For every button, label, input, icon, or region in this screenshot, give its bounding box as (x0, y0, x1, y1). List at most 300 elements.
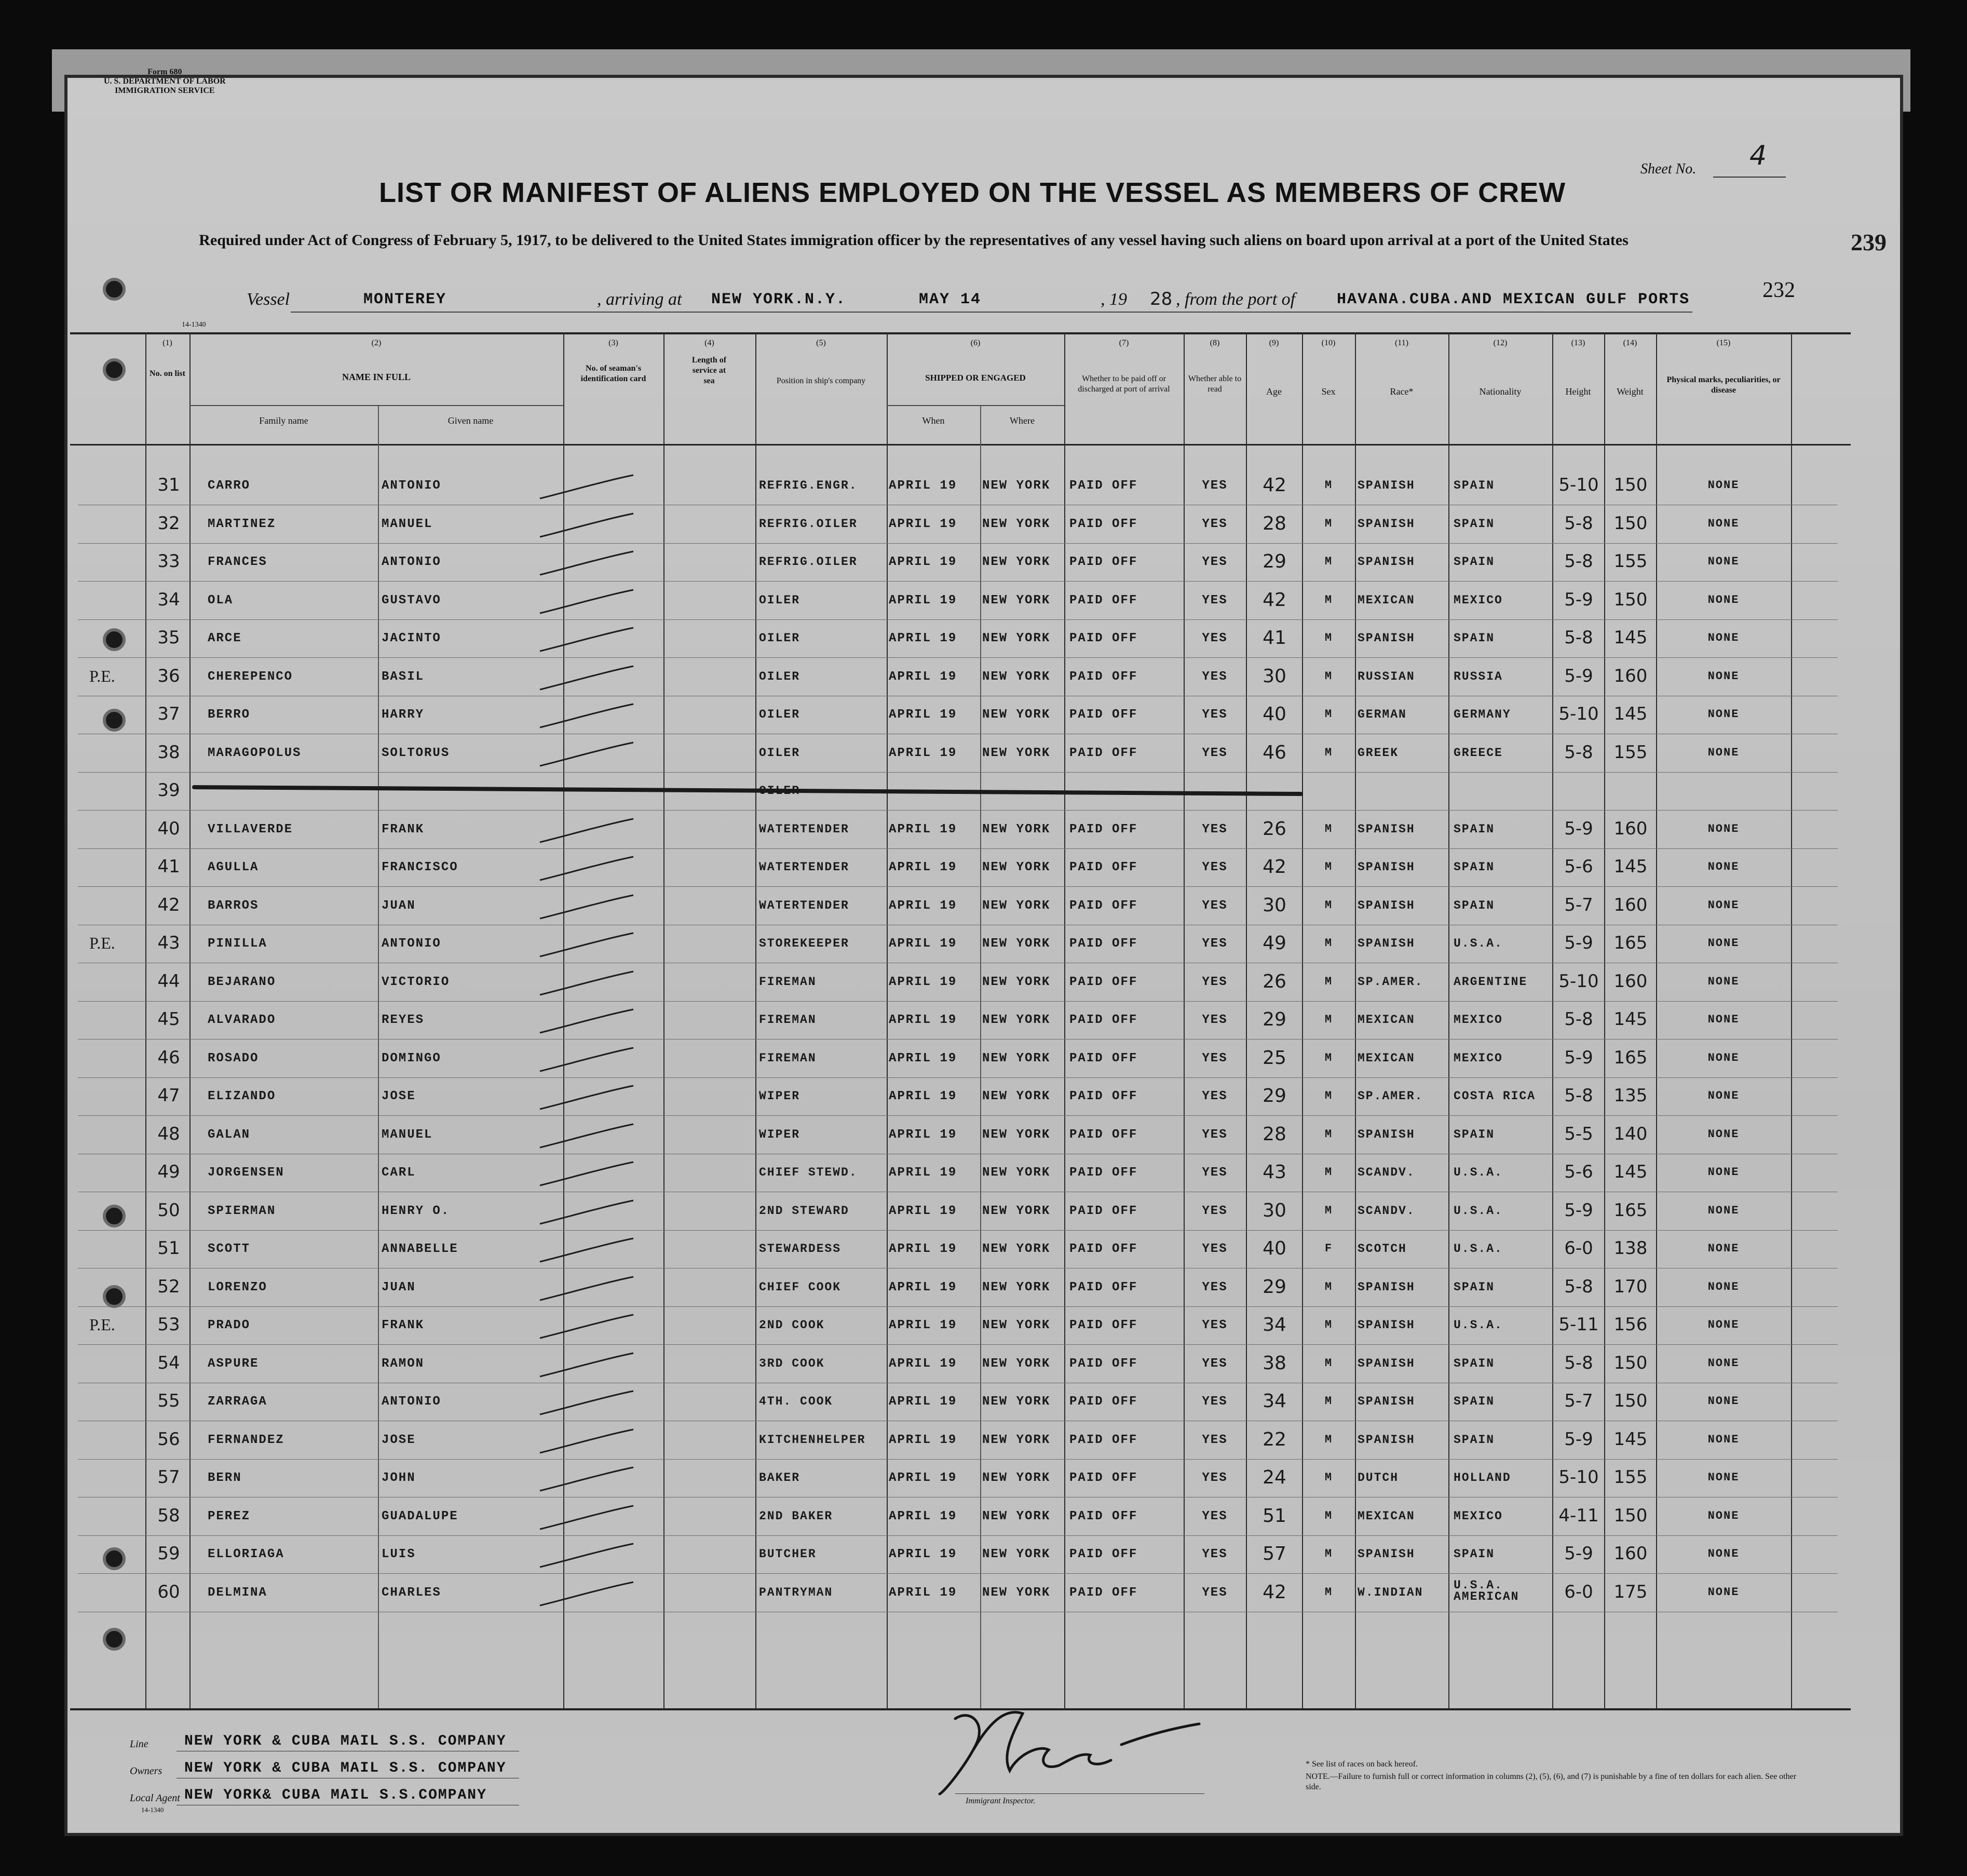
col-header-id-card: No. of seaman's identification card (580, 364, 646, 383)
race: SPANISH (1358, 555, 1415, 569)
sex: M (1324, 593, 1333, 606)
id-card-check-mark (535, 1159, 639, 1191)
sheet-no-value: 4 (1749, 140, 1767, 171)
row-number: 47 (157, 1085, 180, 1106)
age: 57 (1263, 1543, 1286, 1564)
age: 26 (1263, 818, 1286, 840)
form-id-line: IMMIGRATION SERVICE (115, 86, 215, 95)
race: SPANISH (1358, 1318, 1415, 1332)
given-name: DOMINGO (382, 1051, 441, 1065)
physical-marks: NONE (1707, 479, 1740, 492)
id-card-check-mark (535, 664, 639, 695)
age: 28 (1263, 1123, 1286, 1145)
family-name: DELMINA (208, 1585, 267, 1600)
row-number: 34 (157, 589, 180, 610)
shipped-where: NEW YORK (982, 1204, 1051, 1218)
sex: M (1324, 1585, 1333, 1599)
punch-hole (103, 1285, 126, 1308)
nationality: RUSSIA (1454, 669, 1503, 683)
able-to-read: YES (1202, 860, 1228, 874)
weight: 145 (1613, 704, 1648, 724)
age: 38 (1263, 1352, 1286, 1374)
height: 5-8 (1564, 512, 1593, 534)
pe-annotation: P.E. (89, 666, 115, 685)
col-divider (663, 332, 664, 1708)
row-number: 55 (157, 1391, 180, 1411)
id-card-check-mark (535, 473, 639, 504)
position: WATERTENDER (759, 822, 849, 836)
nationality: U.S.A. AMERICAN (1454, 1579, 1520, 1602)
weight: 155 (1613, 741, 1648, 763)
physical-marks: NONE (1707, 822, 1740, 835)
able-to-read: YES (1202, 1242, 1228, 1256)
age: 28 (1263, 512, 1286, 534)
punch-hole (103, 278, 126, 301)
position: CHIEF STEWD. (759, 1166, 858, 1179)
id-card-check-mark (535, 930, 639, 962)
paid-off: PAID OFF (1069, 746, 1138, 760)
row-number: 32 (157, 512, 180, 534)
height: 5-9 (1564, 1199, 1593, 1221)
row-rule (78, 1344, 1838, 1345)
nationality: MEXICO (1454, 593, 1503, 607)
family-name: SCOTT (208, 1242, 251, 1256)
row-rule (78, 848, 1838, 849)
arriving-label: , arriving at (597, 290, 682, 309)
sex: M (1324, 1471, 1333, 1484)
row-number: 59 (157, 1543, 180, 1564)
col-header-read: Whether able to read (1188, 374, 1242, 394)
height: 5-8 (1564, 627, 1593, 648)
row-rule (78, 581, 1838, 582)
paid-off: PAID OFF (1069, 1356, 1138, 1371)
position: FIREMAN (759, 1051, 817, 1065)
nationality: SPAIN (1454, 1547, 1495, 1561)
able-to-read: YES (1202, 1127, 1228, 1142)
nationality: SPAIN (1454, 860, 1495, 874)
able-to-read: YES (1202, 1585, 1228, 1600)
able-to-read: YES (1202, 898, 1228, 913)
height: 5-8 (1564, 1276, 1593, 1297)
physical-marks: NONE (1707, 975, 1740, 988)
paid-off: PAID OFF (1069, 1585, 1138, 1600)
physical-marks: NONE (1707, 1166, 1740, 1179)
age: 22 (1263, 1428, 1286, 1450)
shipped-when: APRIL 19 (889, 1127, 957, 1142)
shipped-where: NEW YORK (982, 479, 1051, 493)
able-to-read: YES (1202, 1547, 1228, 1561)
race: SP.AMER. (1358, 1089, 1423, 1103)
shipped-where: NEW YORK (982, 1127, 1051, 1142)
paid-off: PAID OFF (1069, 1127, 1138, 1142)
shipped-when: APRIL 19 (889, 1242, 957, 1256)
id-card-check-mark (535, 1503, 639, 1534)
given-name: VICTORIO (382, 975, 450, 989)
nationality: SPAIN (1454, 517, 1495, 531)
col-header-age: Age (1266, 386, 1282, 397)
inspector-signature (924, 1688, 1236, 1802)
id-card-check-mark (535, 511, 639, 542)
table-top-border (70, 332, 1851, 334)
position: FIREMAN (759, 1013, 817, 1027)
nationality: U.S.A. (1454, 1318, 1503, 1332)
paid-off: PAID OFF (1069, 1051, 1138, 1065)
race: SPANISH (1358, 631, 1415, 645)
physical-marks: NONE (1707, 1471, 1740, 1484)
shipped-where: NEW YORK (982, 746, 1051, 760)
shipped-when: APRIL 19 (889, 1356, 957, 1371)
shipped-where: NEW YORK (982, 822, 1051, 836)
paid-off: PAID OFF (1069, 1547, 1138, 1561)
weight: 140 (1613, 1123, 1648, 1144)
sex: M (1324, 1013, 1333, 1026)
row-rule (78, 1115, 1838, 1116)
shipped-where: NEW YORK (982, 1242, 1051, 1256)
shipped-where: NEW YORK (982, 517, 1051, 531)
height: 5-6 (1564, 856, 1593, 877)
position: 2ND BAKER (759, 1509, 833, 1523)
given-name: BASIL (382, 669, 425, 684)
physical-marks: NONE (1707, 1433, 1740, 1446)
pe-annotation: P.E. (89, 934, 115, 952)
nationality: SPAIN (1454, 822, 1495, 836)
paid-off: PAID OFF (1069, 1280, 1138, 1294)
paid-off: PAID OFF (1069, 479, 1138, 493)
paid-off: PAID OFF (1069, 1509, 1138, 1523)
id-card-check-mark (535, 1045, 639, 1076)
able-to-read: YES (1202, 975, 1228, 989)
shipped-when: APRIL 19 (889, 1280, 957, 1294)
col-num: (12) (1493, 339, 1508, 347)
nationality: SPAIN (1454, 1433, 1495, 1447)
position: 3RD COOK (759, 1356, 825, 1370)
height: 5-10 (1558, 475, 1599, 495)
shipped-when: APRIL 19 (889, 937, 957, 951)
punch-hole (103, 1547, 126, 1570)
family-name: OLA (208, 593, 234, 608)
id-card-check-mark (535, 854, 639, 885)
sex: M (1324, 1433, 1333, 1446)
weight: 170 (1613, 1276, 1648, 1297)
row-number: 33 (157, 551, 180, 572)
sex: M (1324, 1204, 1333, 1217)
shipped-when: APRIL 19 (889, 555, 957, 569)
shipped-where: NEW YORK (982, 975, 1051, 989)
able-to-read: YES (1202, 1395, 1228, 1409)
sex: M (1324, 631, 1333, 644)
given-name: FRANK (382, 1318, 425, 1332)
id-card-check-mark (535, 1580, 639, 1611)
given-name: REYES (382, 1013, 425, 1027)
race: MEXICAN (1358, 1051, 1415, 1065)
col-header-length: Length of service at sea (691, 356, 727, 385)
sex: M (1324, 1127, 1333, 1141)
row-number: 50 (157, 1199, 180, 1221)
paid-off: PAID OFF (1069, 1204, 1138, 1218)
height: 6-0 (1564, 1581, 1593, 1602)
row-number: 52 (157, 1276, 180, 1297)
able-to-read: YES (1202, 1471, 1228, 1485)
row-number: 35 (157, 627, 180, 648)
family-name: MARAGOPOLUS (208, 746, 302, 760)
physical-marks: NONE (1707, 1585, 1740, 1599)
row-rule (78, 1306, 1838, 1307)
shipped-where: NEW YORK (982, 1395, 1051, 1409)
sex: M (1324, 669, 1333, 683)
line-label: Line (130, 1738, 148, 1750)
given-name: HARRY (382, 708, 425, 722)
shipped-where: NEW YORK (982, 860, 1051, 874)
agent-value: NEW YORK& CUBA MAIL S.S.COMPANY (184, 1787, 487, 1803)
col-num: (10) (1321, 339, 1336, 347)
vessel-underline (291, 312, 1692, 313)
race: SPANISH (1358, 1395, 1415, 1408)
paid-off: PAID OFF (1069, 1395, 1138, 1409)
nationality: SPAIN (1454, 631, 1495, 645)
subheader-given: Given name (447, 415, 494, 426)
sex: M (1324, 898, 1333, 912)
family-name: LORENZO (208, 1280, 267, 1294)
age: 30 (1263, 665, 1286, 687)
nationality: SPAIN (1454, 1395, 1495, 1408)
agent-label: Local Agent (130, 1792, 180, 1804)
shipped-when: APRIL 19 (889, 517, 957, 531)
given-name: GUADALUPE (382, 1509, 458, 1523)
row-rule (78, 657, 1838, 658)
given-name: LUIS (382, 1547, 416, 1561)
physical-marks: NONE (1707, 593, 1740, 606)
row-number: 36 (157, 665, 180, 686)
id-card-check-mark (535, 1351, 639, 1382)
height: 5-9 (1564, 818, 1593, 839)
sheet-no-underline (1713, 177, 1786, 178)
col-divider (887, 332, 888, 1708)
shipped-when: APRIL 19 (889, 975, 957, 989)
row-number: 45 (157, 1009, 180, 1030)
physical-marks: NONE (1707, 746, 1740, 759)
position: WATERTENDER (759, 860, 849, 874)
physical-marks: NONE (1707, 555, 1740, 568)
physical-marks: NONE (1707, 937, 1740, 950)
race: SPANISH (1358, 898, 1415, 912)
form-id-line: Form 680 (147, 68, 182, 76)
given-name: ANTONIO (382, 937, 441, 951)
nationality: U.S.A. (1454, 1166, 1503, 1179)
given-name: JUAN (382, 898, 416, 913)
col-divider (145, 332, 146, 1708)
nationality: SPAIN (1454, 1280, 1495, 1294)
race: SPANISH (1358, 1547, 1415, 1561)
col-divider (1448, 332, 1449, 1708)
id-card-check-mark (535, 816, 639, 847)
id-card-check-mark (535, 1083, 639, 1114)
row-number: 54 (157, 1352, 180, 1373)
col-num: (15) (1716, 339, 1731, 347)
physical-marks: NONE (1707, 1280, 1740, 1293)
punch-hole (103, 628, 126, 651)
shipped-when: APRIL 19 (889, 479, 957, 493)
col-divider (1064, 332, 1065, 1708)
able-to-read: YES (1202, 479, 1228, 493)
able-to-read: YES (1202, 1509, 1228, 1523)
paid-off: PAID OFF (1069, 898, 1138, 913)
family-name: PEREZ (208, 1509, 251, 1523)
able-to-read: YES (1202, 1204, 1228, 1218)
race: SPANISH (1358, 1433, 1415, 1447)
col-num: (4) (704, 339, 714, 347)
id-card-check-mark (535, 1198, 639, 1229)
page-title: LIST OR MANIFEST OF ALIENS EMPLOYED ON THE VESSEL AS MEMBERS OF CREW (379, 177, 1566, 208)
col-header-nationality: Nationality (1479, 386, 1522, 397)
able-to-read: YES (1202, 822, 1228, 836)
row-number: 53 (157, 1314, 180, 1335)
given-name: JUAN (382, 1280, 416, 1294)
shipped-where: NEW YORK (982, 555, 1051, 569)
able-to-read: YES (1202, 555, 1228, 569)
col-num: (7) (1119, 339, 1129, 347)
given-name: ANNABELLE (382, 1242, 458, 1256)
sex: M (1324, 975, 1333, 988)
able-to-read: YES (1202, 593, 1228, 608)
height: 5-10 (1558, 704, 1599, 724)
sex: M (1324, 555, 1333, 568)
arriving-port: NEW YORK.N.Y. (711, 291, 847, 308)
given-name: ANTONIO (382, 555, 441, 569)
id-card-check-mark (535, 625, 639, 656)
page-subtitle: Required under Act of Congress of February 5, 1917, to be delivered to the United States immigration officer by the representatives of any vessel having such aliens on board upon arrival at a port of the United States (199, 232, 1629, 249)
able-to-read: YES (1202, 1356, 1228, 1371)
able-to-read: YES (1202, 669, 1228, 684)
weight: 160 (1613, 818, 1648, 839)
age: 29 (1263, 551, 1286, 572)
position: OILER (759, 708, 801, 721)
col-divider (1302, 332, 1303, 1708)
paid-off: PAID OFF (1069, 555, 1138, 569)
race: SPANISH (1358, 1356, 1415, 1370)
weight: 156 (1613, 1314, 1648, 1335)
paid-off: PAID OFF (1069, 1013, 1138, 1027)
paid-off: PAID OFF (1069, 937, 1138, 951)
sex: M (1324, 1547, 1333, 1560)
paid-off: PAID OFF (1069, 822, 1138, 836)
row-number: 37 (157, 704, 180, 724)
sex: M (1324, 1166, 1333, 1179)
shipped-where: NEW YORK (982, 1089, 1051, 1103)
age: 30 (1263, 894, 1286, 916)
height: 5-9 (1564, 1543, 1593, 1564)
sex: M (1324, 1089, 1333, 1102)
subheader-when: When (922, 415, 945, 426)
paid-off: PAID OFF (1069, 1242, 1138, 1256)
sex: M (1324, 1356, 1333, 1370)
shipped-when: APRIL 19 (889, 860, 957, 874)
family-name: VILLAVERDE (208, 822, 293, 836)
race: SPANISH (1358, 937, 1415, 950)
nationality: GREECE (1454, 746, 1503, 760)
family-name: SPIERMAN (208, 1204, 276, 1218)
shipped-when: APRIL 19 (889, 1509, 957, 1523)
height: 5-8 (1564, 551, 1593, 572)
family-name: CARRO (208, 479, 251, 493)
paid-off: PAID OFF (1069, 669, 1138, 684)
id-card-check-mark (535, 701, 639, 733)
position: BAKER (759, 1471, 801, 1484)
row-rule (78, 1535, 1838, 1536)
physical-marks: NONE (1707, 1089, 1740, 1102)
row-rule (78, 1001, 1838, 1002)
age: 25 (1263, 1047, 1286, 1069)
line-value: NEW YORK & CUBA MAIL S.S. COMPANY (184, 1733, 507, 1749)
family-name: ALVARADO (208, 1013, 276, 1027)
weight: 145 (1613, 1162, 1648, 1182)
id-card-check-mark (535, 1122, 639, 1153)
nationality: MEXICO (1454, 1509, 1503, 1523)
col-header-name: NAME IN FULL (342, 372, 411, 382)
sex: M (1324, 1509, 1333, 1522)
height: 5-8 (1564, 1352, 1593, 1373)
id-card-check-mark (535, 1007, 639, 1038)
physical-marks: NONE (1707, 517, 1740, 530)
sex: M (1324, 1395, 1333, 1408)
shipped-subheader-line (887, 405, 1064, 406)
paid-off: PAID OFF (1069, 1318, 1138, 1332)
able-to-read: YES (1202, 517, 1228, 531)
sex: M (1324, 479, 1333, 492)
family-name: BEJARANO (208, 975, 276, 989)
weight: 150 (1613, 1391, 1648, 1411)
weight: 138 (1613, 1238, 1648, 1259)
col-num: (13) (1571, 339, 1585, 347)
position: OILER (759, 669, 801, 683)
physical-marks: NONE (1707, 631, 1740, 644)
sheet-no-label: Sheet No. (1640, 161, 1697, 177)
age: 42 (1263, 589, 1286, 611)
position: 2ND STEWARD (759, 1204, 849, 1218)
page-number-b: 232 (1762, 278, 1795, 302)
age: 46 (1263, 741, 1286, 763)
race: DUTCH (1358, 1471, 1399, 1484)
col-divider (1656, 332, 1657, 1708)
row-number: 51 (157, 1238, 180, 1259)
family-name: ZARRAGA (208, 1395, 267, 1409)
col-num: (11) (1394, 339, 1409, 347)
height: 5-9 (1564, 1428, 1593, 1450)
age: 42 (1263, 856, 1286, 878)
position: FIREMAN (759, 975, 817, 989)
sex: M (1324, 517, 1333, 530)
shipped-where: NEW YORK (982, 1547, 1051, 1561)
position: REFRIG.OILER (759, 555, 858, 569)
given-name: FRANK (382, 822, 425, 836)
race: SPANISH (1358, 479, 1415, 492)
shipped-when: APRIL 19 (889, 1089, 957, 1103)
shipped-where: NEW YORK (982, 593, 1051, 608)
sex: M (1324, 1318, 1333, 1331)
subheader-where: Where (1010, 415, 1035, 426)
row-number: 46 (157, 1047, 180, 1068)
able-to-read: YES (1202, 1013, 1228, 1027)
id-card-check-mark (535, 1312, 639, 1343)
shipped-where: NEW YORK (982, 708, 1051, 722)
given-name: CHARLES (382, 1585, 441, 1600)
weight: 160 (1613, 970, 1648, 992)
age: 40 (1263, 704, 1286, 725)
row-number: 44 (157, 970, 180, 992)
physical-marks: NONE (1707, 1051, 1740, 1064)
id-card-check-mark (535, 1388, 639, 1420)
sex: M (1324, 822, 1333, 835)
position: WIPER (759, 1127, 801, 1141)
